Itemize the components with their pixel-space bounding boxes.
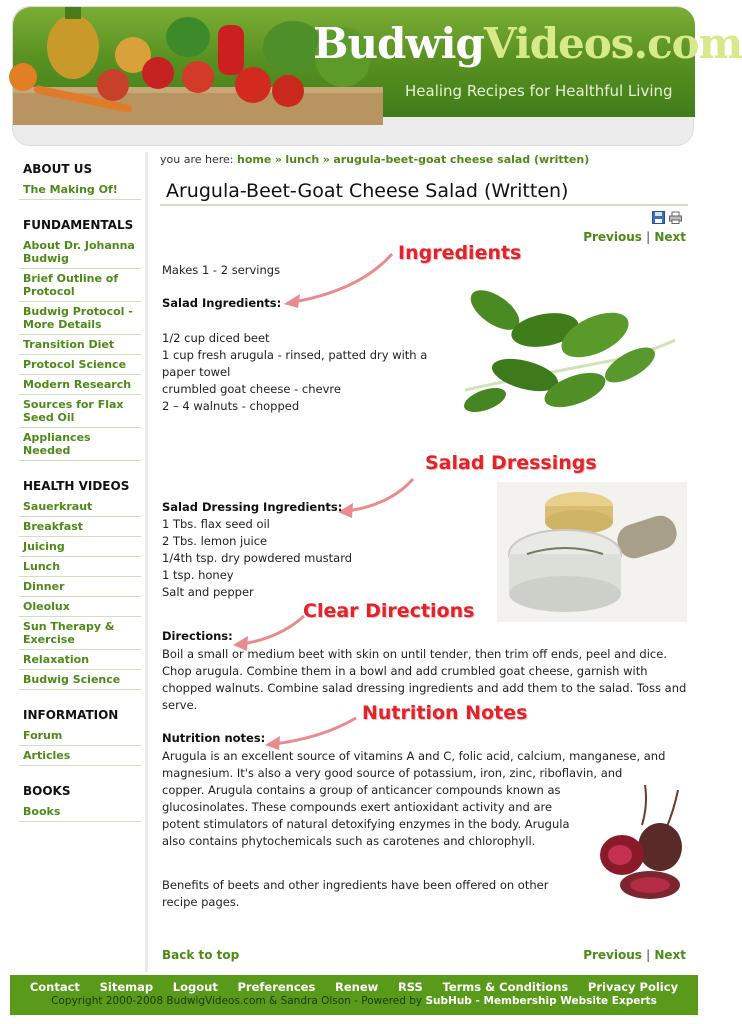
print-icon[interactable] (669, 211, 682, 224)
footer-links (10, 975, 698, 994)
breadcrumb-lunch-link[interactable]: lunch (285, 153, 320, 166)
left-navigation (10, 152, 148, 972)
nav-item-sun-therapy[interactable]: Sun Therapy & Exercise (19, 617, 141, 650)
servings-text: Makes 1 - 2 servings (162, 263, 281, 277)
breadcrumb-home-link[interactable]: home (237, 153, 272, 166)
directions-label: Directions: (162, 629, 233, 643)
dressing-ingredients-label: Salad Dressing Ingredients: (162, 500, 343, 514)
nav-item-forum[interactable]: Forum (19, 726, 141, 746)
back-to-top-link[interactable]: Back to top (162, 948, 240, 962)
nav-item-lunch[interactable]: Lunch (19, 557, 141, 577)
nav-item-the-making-of[interactable]: The Making Of! (19, 180, 141, 200)
copyright-notice: Copyright 2000-2008 BudwigVideos.com & Sandra Olson - Powered by (51, 995, 423, 1007)
beets-image (590, 785, 690, 905)
nav-item-about-dr-budwig[interactable]: About Dr. Johanna Budwig (19, 236, 141, 269)
list-item: 1 cup fresh arugula - rinsed, patted dry with a (162, 348, 428, 362)
pagination-separator: | (646, 230, 651, 244)
previous-link[interactable]: Previous (583, 230, 642, 244)
nav-item-relaxation[interactable]: Relaxation (19, 650, 141, 670)
dressing-ingredients-list (162, 516, 352, 601)
logo-text-secondary: Videos.com (483, 19, 742, 68)
annotation-ingredients: Ingredients (398, 242, 522, 264)
list-item: Salt and pepper (162, 585, 254, 599)
bottom-pagination (560, 948, 686, 962)
site-tagline: Healing Recipes for Healthful Living (405, 82, 673, 100)
list-item: 2 Tbs. lemon juice (162, 534, 268, 548)
nav-item-sauerkraut[interactable]: Sauerkraut (19, 497, 141, 517)
footer-link-rss[interactable]: RSS (397, 980, 423, 994)
goat-cheese-image (497, 482, 687, 622)
nutrition-line: magnesium. It's also a very good source of potassium, iron, zinc, riboflavin, and (162, 766, 623, 780)
next-link[interactable]: Next (654, 948, 686, 962)
footer-link-contact[interactable]: Contact (29, 980, 80, 994)
main-content (160, 152, 688, 206)
benefits-line: recipe pages. (162, 895, 240, 909)
list-item: crumbled goat cheese - chevre (162, 382, 341, 396)
nav-item-juicing[interactable]: Juicing (19, 537, 141, 557)
nav-section-title: INFORMATION (23, 708, 119, 722)
annotation-arrow-icon (280, 250, 400, 310)
footer-link-terms[interactable]: Terms & Conditions (442, 980, 569, 994)
logo-text-primary: Budwig (313, 19, 484, 68)
nav-item-transition-diet[interactable]: Transition Diet (19, 335, 141, 355)
breadcrumb-prefix: you are here: (160, 153, 234, 166)
nutrition-line: Arugula is an excellent source of vitamins A and C, folic acid, calcium, manganese, and (162, 749, 666, 763)
page-title: Arugula-Beet-Goat Cheese Salad (Written) (160, 180, 688, 206)
powered-by-link[interactable]: SubHub - Membership Website Experts (425, 995, 657, 1007)
save-icon[interactable] (652, 211, 665, 224)
salad-ingredients-list (162, 330, 452, 415)
nav-item-brief-outline[interactable]: Brief Outline of Protocol (19, 269, 141, 302)
nutrition-line: potent stimulators of natural detoxifying enzymes in the body. Arugula (162, 817, 570, 831)
nav-item-flax-seed-oil[interactable]: Sources for Flax Seed Oil (19, 395, 141, 428)
breadcrumb-current[interactable]: arugula-beet-goat cheese salad (written) (333, 153, 590, 166)
nav-item-articles[interactable]: Articles (19, 746, 141, 766)
breadcrumb-separator: » (274, 153, 282, 166)
nav-item-appliances-needed[interactable]: Appliances Needed (19, 428, 141, 461)
site-header (12, 6, 742, 146)
salad-ingredients-label: Salad Ingredients: (162, 296, 282, 310)
list-item: 1/4th tsp. dry powdered mustard (162, 551, 353, 565)
list-item: 1 Tbs. flax seed oil (162, 517, 270, 531)
annotation-nutrition-notes: Nutrition Notes (362, 702, 528, 724)
nav-item-modern-research[interactable]: Modern Research (19, 375, 141, 395)
nutrition-label: Nutrition notes: (162, 731, 266, 745)
nutrition-line: glucosinolates. These compounds exert antioxidant activity and are (162, 800, 553, 814)
nav-section-title: ABOUT US (23, 162, 93, 176)
breadcrumb-separator: » (322, 153, 330, 166)
benefits-text (162, 877, 582, 911)
top-pagination (560, 230, 686, 244)
site-footer (10, 975, 698, 1015)
benefits-line: Benefits of beets and other ingredients have been offered on other (162, 878, 549, 892)
nav-item-oleolux[interactable]: Oleolux (19, 597, 141, 617)
nutrition-line: also contains phytochemicals such as carotenes and chlorophyll. (162, 834, 536, 848)
nav-section-title: BOOKS (23, 784, 71, 798)
nav-item-protocol-details[interactable]: Budwig Protocol - More Details (19, 302, 141, 335)
annotation-arrow-icon (335, 475, 420, 520)
nav-item-breakfast[interactable]: Breakfast (19, 517, 141, 537)
nutrition-line: copper. Arugula contains a group of anticancer compounds known as (162, 783, 561, 797)
footer-link-privacy[interactable]: Privacy Policy (587, 980, 679, 994)
footer-link-sitemap[interactable]: Sitemap (99, 980, 154, 994)
footer-link-logout[interactable]: Logout (172, 980, 218, 994)
nav-item-budwig-science[interactable]: Budwig Science (19, 670, 141, 690)
nav-section-title: HEALTH VIDEOS (23, 479, 130, 493)
next-link[interactable]: Next (654, 230, 686, 244)
site-logo[interactable] (313, 19, 742, 68)
nav-section-title: FUNDAMENTALS (23, 218, 134, 232)
previous-link[interactable]: Previous (583, 948, 642, 962)
nav-item-protocol-science[interactable]: Protocol Science (19, 355, 141, 375)
list-item: 1 tsp. honey (162, 568, 234, 582)
nav-item-books[interactable]: Books (19, 802, 141, 822)
annotation-arrow-icon (262, 714, 362, 750)
arugula-image (455, 280, 680, 430)
directions-text: Boil a small or medium beet with skin on until tender, then trim off ends, peel and dice. Chop arugula. Combine them in a bowl and add crumbled goat cheese, garnish with chopped walnuts. Combine salad dressing ingredients and add them to the salad. Toss and serve. (162, 647, 687, 712)
footer-link-preferences[interactable]: Preferences (237, 980, 316, 994)
list-item: paper towel (162, 365, 231, 379)
footer-link-renew[interactable]: Renew (335, 980, 379, 994)
annotation-clear-directions: Clear Directions (303, 600, 475, 622)
breadcrumb (160, 153, 688, 166)
nav-item-dinner[interactable]: Dinner (19, 577, 141, 597)
annotation-salad-dressings: Salad Dressings (425, 452, 597, 474)
list-item: 1/2 cup diced beet (162, 331, 270, 345)
pagination-separator: | (646, 948, 651, 962)
page-tools (652, 211, 698, 224)
list-item: 2 – 4 walnuts - chopped (162, 399, 300, 413)
copyright-text (10, 995, 698, 1007)
